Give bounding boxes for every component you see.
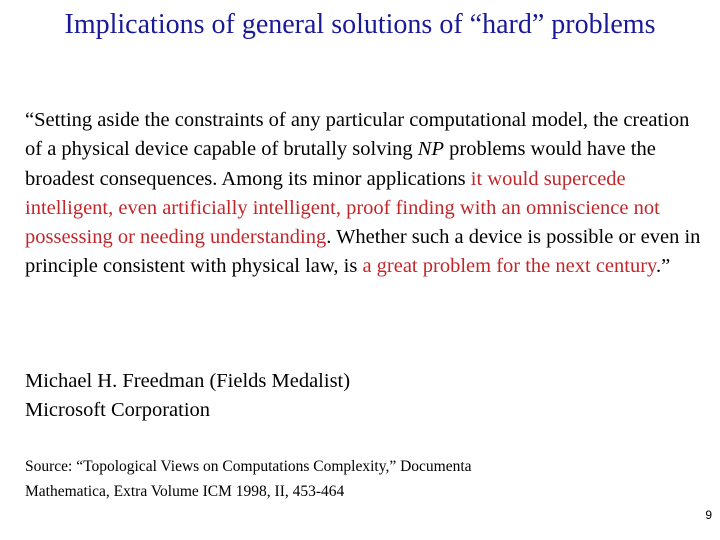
quote-text [25,106,705,282]
quote-np-term: NP [417,138,444,161]
source-line-1: Source: “Topological Views on Computations Complexity,” Documenta [25,458,472,475]
source-line-2: Mathematica, Extra Volume ICM 1998, II, 453-464 [25,483,345,500]
page-number: 9 [705,508,712,522]
quote-part-3: . Whether such a device is possible or even in principle consistent with physical law, is [25,226,701,278]
attribution [25,367,705,425]
slide-title: Implications of general solutions of “hard” problems [64,9,656,40]
quote-part-2: problems would have the broadest consequences. Among its minor applications [25,138,656,190]
attribution-affiliation: Microsoft Corporation [25,399,211,421]
quote-highlight-2: a great problem for the next century [362,255,656,278]
attribution-name: Michael H. Freedman (Fields Medalist) [25,370,351,392]
quote-highlight-1: it would supercede intelligent, even artificially intelligent, proof finding with an omniscience not possessing or needing understanding [25,167,660,249]
quote-part-1: “Setting aside the constraints of any particular computational model, the creation of a physical device capable of brutally solving [25,109,690,161]
source-citation [25,454,705,504]
quote-part-4: .” [655,255,671,278]
